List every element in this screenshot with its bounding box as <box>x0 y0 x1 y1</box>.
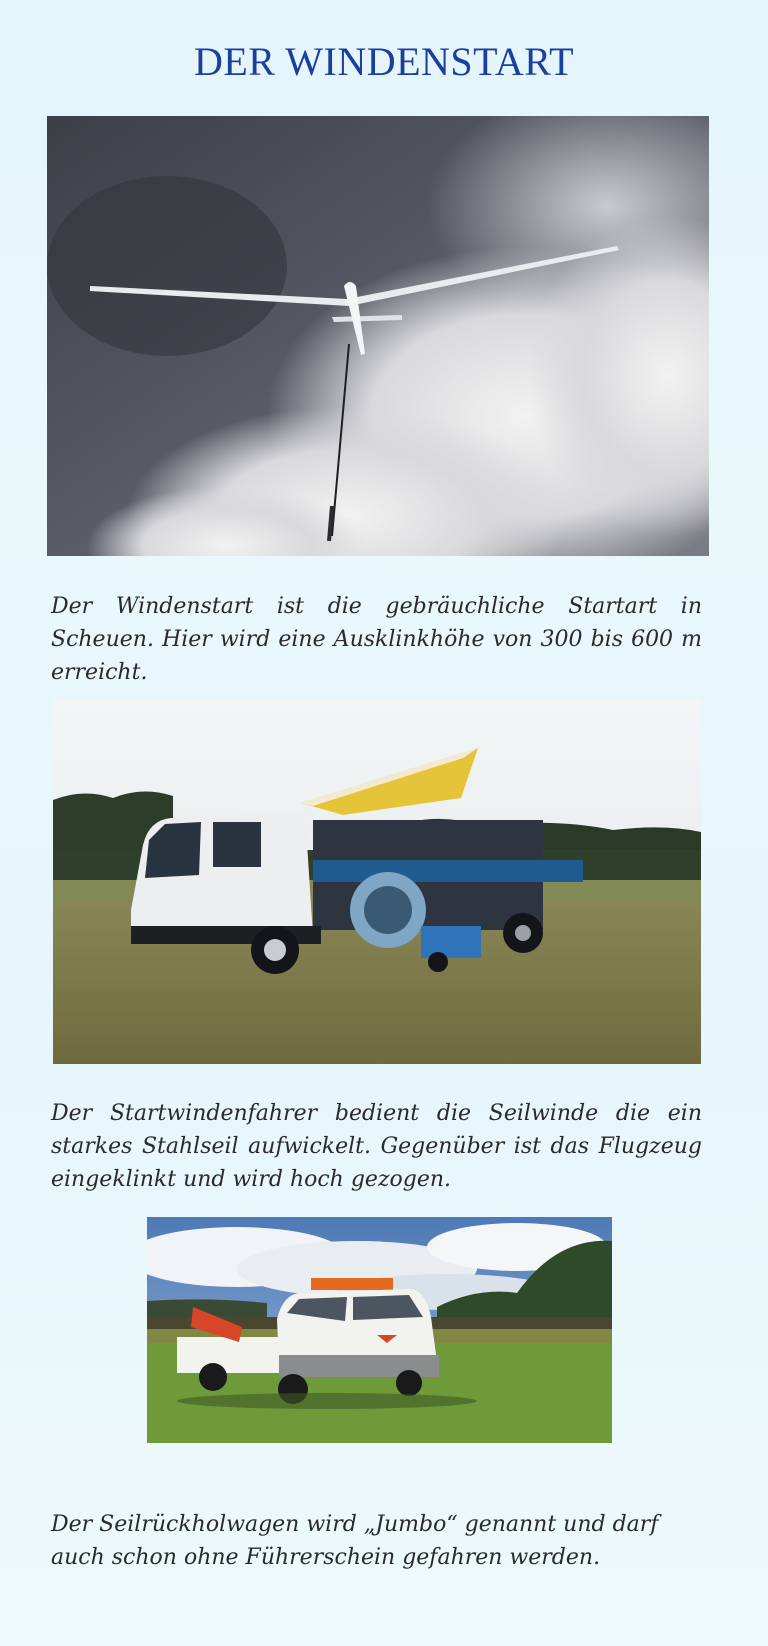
glider-illustration <box>47 116 709 556</box>
caption-winch: Der Startwindenfahrer bedient die Seilwinde die ein starkes Stahlseil aufwickelt. Gegenüber ist das Flugzeug eingeklinkt und wird hoch gezogen. <box>51 1101 702 1192</box>
page-title: DER WINDENSTART <box>193 39 575 84</box>
caption-jumbo: Der Seilrückholwagen wird „Jumbo“ genannt und darf auch schon ohne Führerschein gefahren werden. <box>51 1512 659 1570</box>
retrieval-van-illustration <box>147 1217 612 1443</box>
retrieval-van-photo <box>147 1217 612 1443</box>
winch-truck-illustration <box>53 700 701 1064</box>
caption-glider: Der Windenstart ist die gebräuchliche Startart in Scheuen. Hier wird eine Ausklinkhöhe von 300 bis 600 m erreicht. <box>51 594 702 685</box>
glider-photo <box>47 116 709 556</box>
winch-truck-photo <box>53 700 701 1064</box>
